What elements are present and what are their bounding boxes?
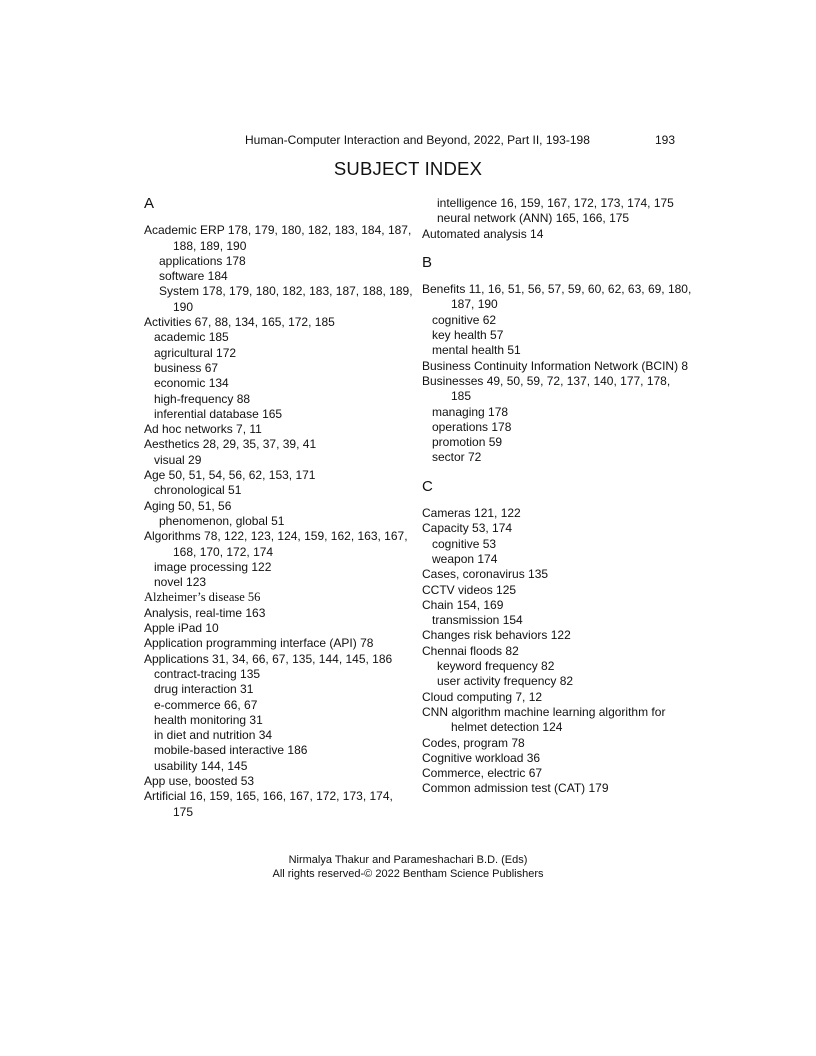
index-entry: Activities 67, 88, 134, 165, 172, 185 — [144, 315, 335, 330]
index-entry: Analysis, real-time 163 — [144, 605, 266, 620]
index-entry: Business Continuity Information Network (BCIN) 8 — [422, 358, 689, 373]
index-subentry: cognitive 62 — [432, 312, 497, 327]
index-entry: Capacity 53, 174 — [422, 521, 513, 536]
index-entry: Commerce, electric 67 — [422, 766, 543, 781]
index-entry: Common admission test (CAT) 179 — [422, 781, 609, 796]
index-subentry: e-commerce 66, 67 — [154, 697, 258, 712]
index-subentry: intelligence 16, 159, 167, 172, 173, 174, 175 — [437, 196, 674, 210]
index-subentry: usability 144, 145 — [154, 758, 248, 773]
index-column-right — [422, 196, 692, 797]
index-subentry: visual 29 — [154, 452, 202, 467]
index-subentry: inferential database 165 — [154, 406, 283, 421]
letter-heading: C — [422, 477, 433, 495]
index-subentry: image processing 122 — [154, 559, 272, 574]
index-subentry: sector 72 — [432, 450, 482, 465]
index-subentry: applications 178 — [159, 253, 246, 268]
index-subentry: neural network (ANN) 165, 166, 175 — [437, 211, 630, 226]
index-entry: Cameras 121, 122 — [422, 506, 521, 521]
index-subentry: phenomenon, global 51 — [159, 513, 285, 528]
index-entry: Aging 50, 51, 56 — [144, 498, 232, 513]
index-subentry: health monitoring 31 — [154, 712, 263, 727]
index-entry: Cloud computing 7, 12 — [422, 689, 543, 704]
index-column-left — [144, 196, 414, 820]
index-subentry: contract-tracing 135 — [154, 666, 261, 681]
index-subentry: business 67 — [154, 360, 219, 375]
index-subentry: System 178, 179, 180, 182, 183, 187, 188, 189, 190 — [159, 284, 413, 314]
index-entry: Ad hoc networks 7, 11 — [144, 422, 262, 437]
index-subentry: weapon 174 — [432, 551, 498, 566]
index-subentry: economic 134 — [154, 376, 229, 391]
index-entry: CCTV videos 125 — [422, 582, 517, 597]
index-subentry: mobile-based interactive 186 — [154, 743, 308, 758]
running-title: Human-Computer Interaction and Beyond, 2022, Part II, 193-198 — [245, 133, 590, 147]
index-entry: Businesses 49, 50, 59, 72, 137, 140, 177, 178, 185 — [422, 373, 671, 404]
index-entry: App use, boosted 53 — [144, 773, 255, 788]
page-title: SUBJECT INDEX — [333, 158, 483, 179]
letter-heading: B — [422, 253, 433, 271]
index-entry: Benefits 11, 16, 51, 56, 57, 59, 60, 62, 63, 69, 180, 187, 190 — [422, 282, 692, 312]
index-entry: Chennai floods 82 — [422, 643, 519, 658]
index-entry: Changes risk behaviors 122 — [422, 628, 571, 643]
index-subentry: agricultural 172 — [154, 345, 237, 360]
footer-editors: Nirmalya Thakur and Parameshachari B.D. (Eds) — [288, 854, 528, 866]
index-entry: Algorithms 78, 122, 123, 124, 159, 162, 163, 167, 168, 170, 172, 174 — [144, 529, 408, 559]
index-subentry: managing 178 — [432, 404, 509, 419]
index-entry: Artificial 16, 159, 165, 166, 167, 172, 173, 174, 175 — [144, 789, 393, 819]
index-subentry: user activity frequency 82 — [437, 674, 574, 689]
index-entry: CNN algorithm machine learning algorithm for helmet detection 124 — [422, 704, 666, 735]
index-subentry: cognitive 53 — [432, 536, 497, 551]
letter-heading: A — [144, 195, 155, 212]
index-subentry: chronological 51 — [154, 483, 242, 498]
index-entry: Chain 154, 169 — [422, 597, 504, 612]
index-entry: Academic ERP 178, 179, 180, 182, 183, 184, 187, 188, 189, 190 — [144, 223, 412, 253]
index-subentry: drug interaction 31 — [154, 682, 254, 697]
index-subentry: mental health 51 — [432, 343, 521, 358]
footer — [0, 853, 816, 881]
footer-copyright: All rights reserved-© 2022 Bentham Science Publishers — [272, 868, 544, 880]
index-entry: Cognitive workload 36 — [422, 750, 541, 765]
index-entry: Codes, program 78 — [422, 735, 525, 750]
index-subentry: keyword frequency 82 — [437, 659, 555, 674]
index-entry: Cases, coronavirus 135 — [422, 567, 549, 582]
index-entry: Applications 31, 34, 66, 67, 135, 144, 145, 186 — [144, 651, 393, 666]
page-number: 193 — [655, 133, 676, 147]
index-subentry: operations 178 — [432, 419, 512, 434]
index-subentry: in diet and nutrition 34 — [154, 728, 273, 743]
index-entry: Apple iPad 10 — [144, 621, 219, 636]
index-subentry: software 184 — [159, 269, 228, 284]
index-entry: Application programming interface (API) 78 — [144, 636, 374, 651]
index-entry: Age 50, 51, 54, 56, 62, 153, 171 — [144, 468, 316, 483]
index-subentry: key health 57 — [432, 328, 504, 343]
index-subentry: promotion 59 — [432, 435, 503, 450]
index-subentry: novel 123 — [154, 575, 207, 590]
index-subentry: transmission 154 — [432, 613, 523, 628]
index-entry: Aesthetics 28, 29, 35, 37, 39, 41 — [144, 437, 317, 452]
index-subentry: high-frequency 88 — [154, 391, 251, 406]
index-entry: Alzheimer’s disease 56 — [144, 590, 261, 605]
index-entry: Automated analysis 14 — [422, 226, 544, 241]
index-subentry: academic 185 — [154, 330, 229, 345]
